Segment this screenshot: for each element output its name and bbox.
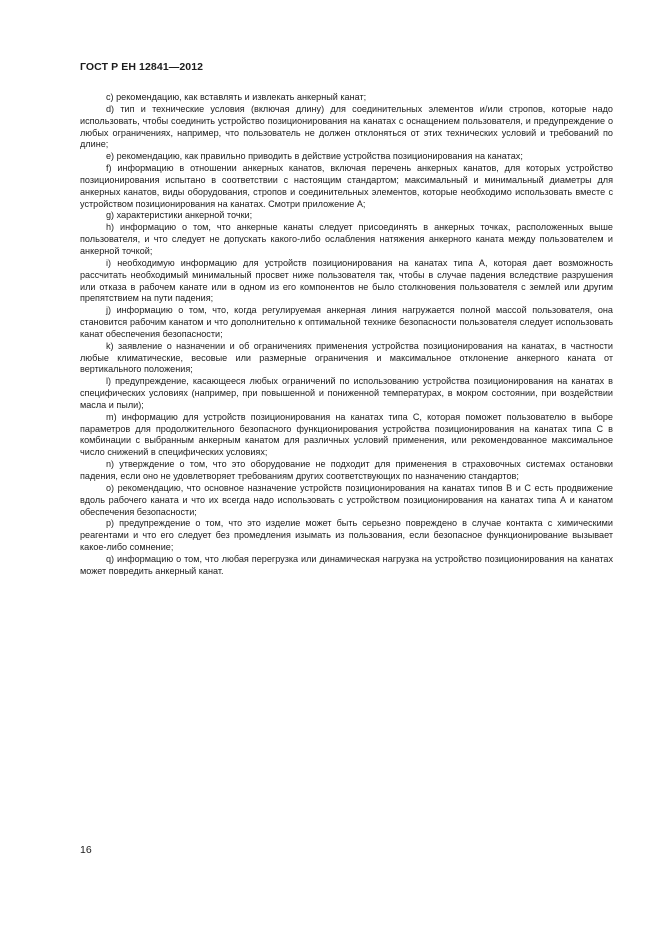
list-item-q: q) информацию о том, что любая перегрузка или динамическая нагрузка на устройство позиционирования на канатах может повредить анкерный канат. — [80, 553, 613, 576]
list-item-o: o) рекомендацию, что основное назначение устройств позиционирования на канатах типов В и С есть продвижение вдоль рабочего каната и что их всегда надо использовать с устройством позиционирования на канатах типа А и канатом обеспечения безопасности; — [80, 482, 613, 517]
list-item-m: m) информацию для устройств позиционирования на канатах типа С, которая поможет пользователю в выборе параметров для продолжительного безопасного функционирования устройства позиционирования на канатах типа С в комбинации с выбранным анкерным канатом для различных условий применения, или рекомендованное максимальное число снижений в специфических условиях; — [80, 411, 613, 458]
list-item-e: e) рекомендацию, как правильно приводить в действие устройства позиционирования на канатах; — [106, 151, 523, 162]
list-item-c: c) рекомендацию, как вставлять и извлекать анкерный канат; — [106, 92, 367, 102]
list-item-h: h) информацию о том, что анкерные канаты следует присоединять в анкерных точках, расположенных выше пользователя, и что следует не допускать какого-либо ослабления натяжения анкерного каната между пользователем и анкерной точкой; — [80, 222, 613, 256]
list-item-j: j) информацию о том, что, когда регулируемая анкерная линия нагружается полной массой пользователя, она становится рабочим канатом и что дополнительно к оптимальной технике безопасности пользователя следует использовать канат обеспечения безопасности; — [80, 305, 613, 339]
list-item-d: d) тип и технические условия (включая длину) для соединительных элементов и/или стропов, которые надо использовать, чтобы соединить устройство позиционирования на канатах с оснащением пользователя, и предупреждение о любых ограничениях, например, что пользователь не должен отклоняться от этих технических условий и требований по длине; — [80, 103, 613, 150]
list-item-l: l) предупреждение, касающееся любых ограничений по использованию устройства позиционирования на канатах в специфических условиях (например, при повышенной и пониженной температурах, в мокром состоянии, при воздействии масла и пыли); — [80, 376, 613, 410]
requirements-list — [80, 92, 613, 578]
list-item-n: n) утверждение о том, что это оборудование не подходит для применения в страховочных системах остановки падения, если оно не удовлетворяет требованиям других соответствующих по назначению стандартов; — [80, 459, 613, 481]
page-number: 16 — [80, 844, 92, 856]
list-item-k: k) заявление о назначении и об ограничениях применения устройства позиционирования на канатах, в частности любые климатические, весовые или размерные ограничения и максимальное отклонение анкерного каната от вертикального положения; — [80, 340, 613, 375]
list-item-i: i) необходимую информацию для устройств позиционирования на канатах типа А, которая дает возможность рассчитать необходимый минимальный просвет ниже пользователя так, чтобы в случае падения вследствие разрушения или отказа в рабочем канате или в одном из его компонентов не было столкновения пользователя с землей или другим препятствием на пути падения; — [80, 257, 613, 304]
list-item-f: f) информацию в отношении анкерных канатов, включая перечень анкерных канатов, для которых устройство позиционирования испытано в соответствии с настоящим стандартом; максимальный и минимальный диаметры для анкерных канатов, виды оборудования, стропов и соединительных элементов, которые необходимо использовать вместе с устройством позиционирования на канатах. Смотри приложение А; — [80, 163, 613, 209]
list-item-p: p) предупреждение о том, что это изделие может быть серьезно повреждено в случае контакта с химическими реагентами и что его следует без промедления изымать из пользования, если безопасное функционирование вызывает какое-либо сомнение; — [80, 518, 613, 553]
document-header: ГОСТ Р ЕН 12841—2012 — [80, 61, 204, 73]
list-item-g: g) характеристики анкерной точки; — [106, 210, 253, 221]
